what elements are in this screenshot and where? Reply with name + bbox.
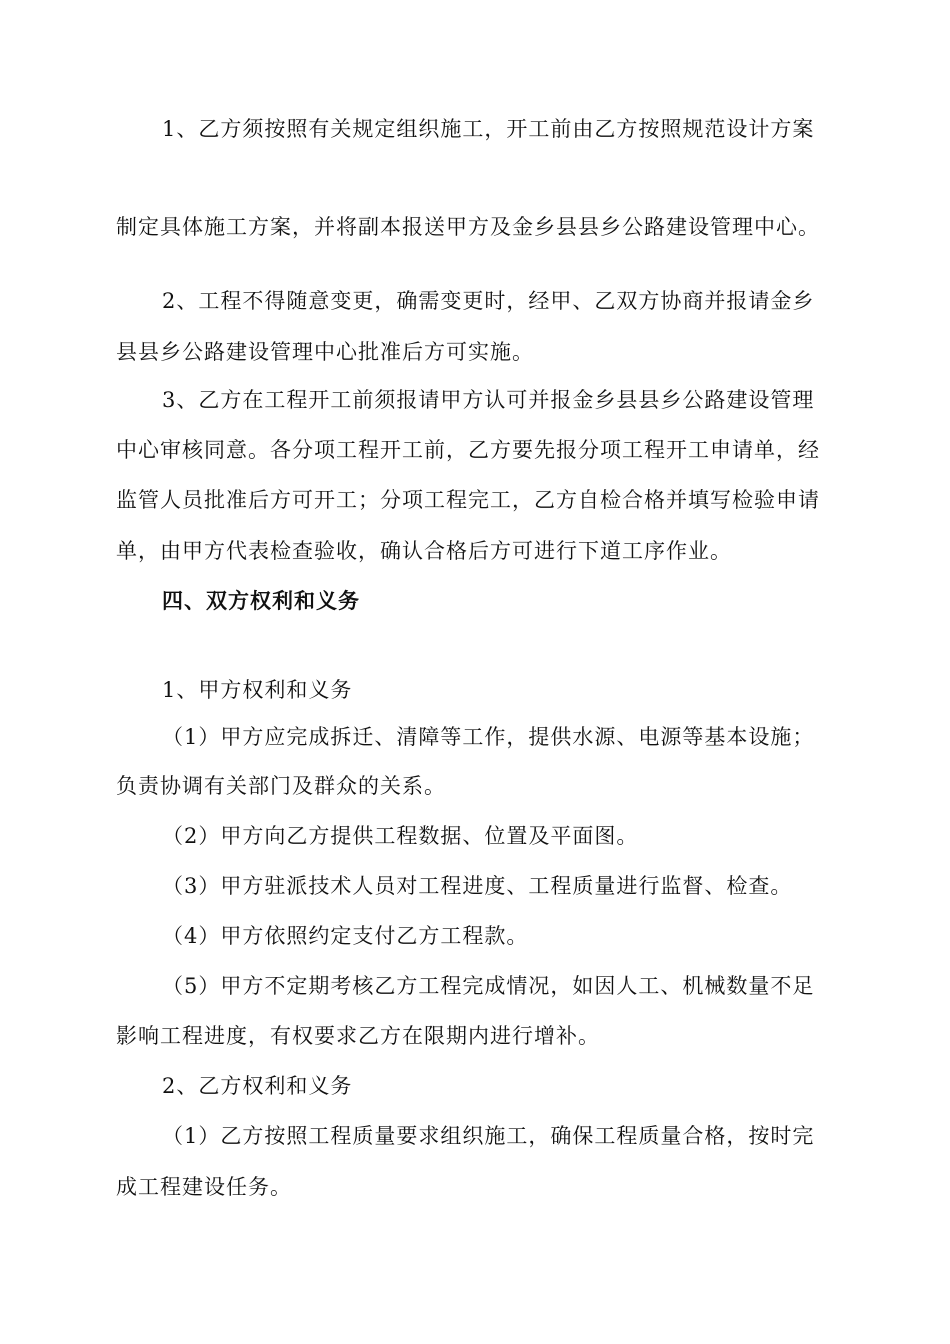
clause-3-3-line-1: 3、乙方在工程开工前须报请甲方认可并报金乡县县乡公路建设管理	[162, 388, 815, 412]
clause-3-2-line-1: 2、工程不得随意变更，确需变更时，经甲、乙双方协商并报请金乡	[162, 289, 815, 313]
clause-3-3-line-2: 中心审核同意。各分项工程开工前，乙方要先报分项工程开工申请单，经	[116, 438, 820, 462]
clause-3-3-line-3: 监管人员批准后方可开工；分项工程完工，乙方自检合格并填写检验申请	[116, 488, 820, 512]
party-a-item-5-line-2: 影响工程进度，有权要求乙方在限期内进行增补。	[116, 1024, 600, 1048]
subheading-party-b: 2、乙方权利和义务	[162, 1074, 353, 1098]
party-a-item-1-line-2: 负责协调有关部门及群众的关系。	[116, 774, 446, 798]
party-a-item-3: （3）甲方驻派技术人员对工程进度、工程质量进行监督、检查。	[162, 874, 793, 898]
clause-3-2-line-2: 县县乡公路建设管理中心批准后方可实施。	[116, 340, 534, 364]
clause-3-1-line-1: 1、乙方须按照有关规定组织施工，开工前由乙方按照规范设计方案	[162, 117, 815, 141]
clause-3-1-line-2: 制定具体施工方案，并将副本报送甲方及金乡县县乡公路建设管理中心。	[116, 215, 820, 239]
section-heading-rights-obligations: 四、双方权利和义务	[162, 588, 360, 613]
party-a-item-4: （4）甲方依照约定支付乙方工程款。	[162, 924, 529, 948]
party-a-item-5-line-1: （5）甲方不定期考核乙方工程完成情况，如因人工、机械数量不足	[162, 974, 815, 998]
party-a-item-1-line-1: （1）甲方应完成拆迁、清障等工作，提供水源、电源等基本设施；	[162, 725, 815, 749]
party-b-item-1-line-2: 成工程建设任务。	[116, 1175, 292, 1199]
clause-3-3-line-4: 单，由甲方代表检查验收，确认合格后方可进行下道工序作业。	[116, 539, 732, 563]
party-b-item-1-line-1: （1）乙方按照工程质量要求组织施工，确保工程质量合格，按时完	[162, 1124, 815, 1148]
subheading-party-a: 1、甲方权利和义务	[162, 678, 353, 702]
party-a-item-2: （2）甲方向乙方提供工程数据、位置及平面图。	[162, 824, 639, 848]
